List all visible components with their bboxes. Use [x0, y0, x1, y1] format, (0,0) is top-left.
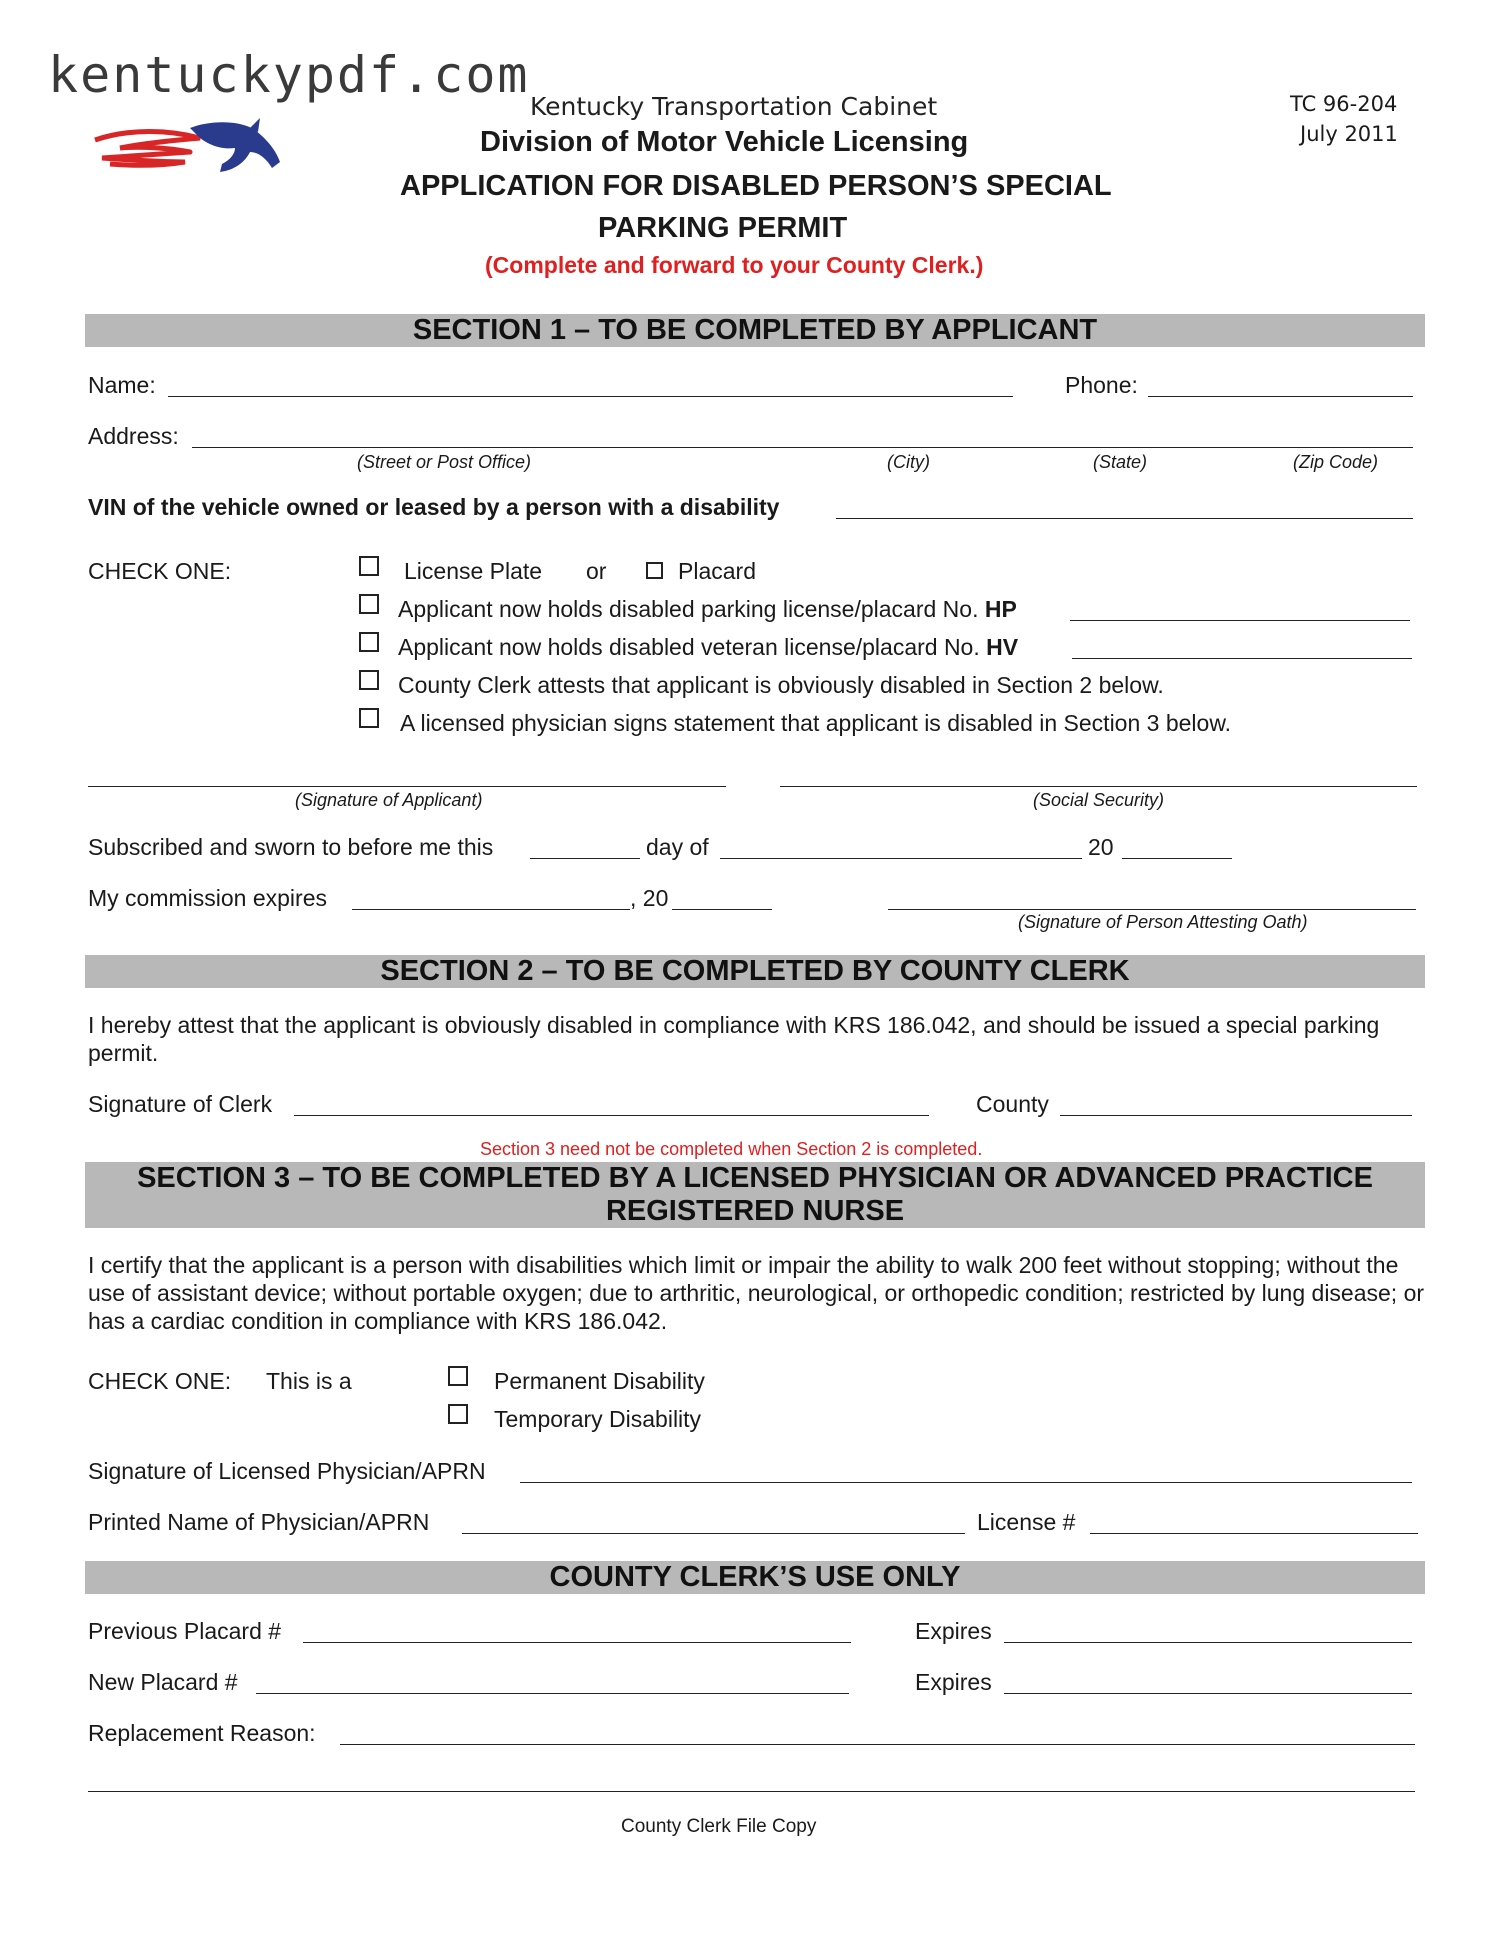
- previous-expires-field[interactable]: [1004, 1642, 1412, 1643]
- new-placard-label: New Placard #: [88, 1669, 238, 1695]
- address-zip-sublabel: (Zip Code): [1293, 452, 1379, 472]
- sworn-day-field[interactable]: [530, 858, 640, 859]
- physician-certify-text: I certify that the applicant is a person with disabilities which limit or impair the ability to walk 200 feet without stopping; without the use of assistant device; without portable oxygen; due to arthritic, neurological, or orthopedic condition; restricted by lung disease; or has a cardiac condition in compliance with KRS 186.042.: [88, 1252, 1425, 1334]
- permanent-disability-label: Permanent Disability: [494, 1368, 705, 1394]
- section3-heading: [85, 1162, 1425, 1228]
- sworn-prefix-label: Subscribed and sworn to before me this: [88, 834, 494, 860]
- clerk-signature-label: Signature of Clerk: [88, 1091, 273, 1117]
- hv-holder-checkbox[interactable]: [359, 632, 379, 652]
- new-expires-field[interactable]: [1004, 1693, 1412, 1694]
- or-label: or: [586, 558, 607, 584]
- applicant-signature-field[interactable]: [88, 786, 726, 787]
- temporary-disability-checkbox[interactable]: [448, 1404, 468, 1424]
- commission-year-prefix: , 20: [630, 885, 669, 911]
- phone-label: Phone:: [1065, 372, 1138, 398]
- clerk-use-heading: COUNTY CLERK’S USE ONLY: [85, 1561, 1425, 1594]
- permanent-disability-checkbox[interactable]: [448, 1366, 468, 1386]
- license-plate-label: License Plate: [404, 558, 543, 584]
- hp-code: HP: [984, 596, 1017, 622]
- previous-expires-label: Expires: [915, 1618, 992, 1644]
- sworn-year-prefix: 20: [1088, 834, 1114, 860]
- hp-number-field[interactable]: [1070, 620, 1410, 621]
- applicant-signature-caption: (Signature of Applicant): [295, 790, 483, 810]
- name-field[interactable]: [168, 396, 1013, 397]
- social-security-field[interactable]: [780, 786, 1417, 787]
- attesting-signature-field[interactable]: [888, 909, 1416, 910]
- license-number-field[interactable]: [1090, 1533, 1418, 1534]
- physician-signs-checkbox[interactable]: [359, 708, 379, 728]
- section3-check-one-label: CHECK ONE:: [88, 1368, 232, 1394]
- vin-field[interactable]: [836, 518, 1413, 519]
- address-street-sublabel: (Street or Post Office): [357, 452, 532, 472]
- social-security-caption: (Social Security): [1033, 790, 1165, 810]
- hp-holder-checkbox[interactable]: [359, 594, 379, 614]
- replacement-reason-field[interactable]: [340, 1744, 1415, 1745]
- attesting-signature-caption: (Signature of Person Attesting Oath): [1018, 912, 1308, 932]
- hv-number-field[interactable]: [1072, 658, 1412, 659]
- replacement-reason-field-line2[interactable]: [88, 1791, 1415, 1792]
- physician-printed-name-field[interactable]: [462, 1533, 965, 1534]
- form-date: July 2011: [1300, 122, 1398, 146]
- placard-label: Placard: [678, 558, 756, 584]
- new-placard-field[interactable]: [256, 1693, 849, 1694]
- sworn-dayof-label: day of: [646, 834, 709, 860]
- commission-label: My commission expires: [88, 885, 327, 911]
- vin-label: VIN of the vehicle owned or leased by a person with a disability: [88, 494, 780, 520]
- hv-code: HV: [986, 634, 1019, 660]
- form-title-line2: PARKING PERMIT: [598, 212, 848, 244]
- physician-signs-label: A licensed physician signs statement that applicant is disabled in Section 3 below.: [400, 710, 1232, 736]
- placard-checkbox[interactable]: [646, 562, 663, 579]
- section3-note: Section 3 need not be completed when Section 2 is completed.: [480, 1139, 983, 1159]
- section3-heading-line2: REGISTERED NURSE: [605, 1195, 905, 1227]
- this-is-a-label: This is a: [266, 1368, 352, 1394]
- watermark-text: kentuckypdf.com: [48, 46, 530, 104]
- sworn-year-field[interactable]: [1122, 858, 1232, 859]
- hp-holder-label: [398, 596, 1017, 623]
- address-state-sublabel: (State): [1093, 452, 1148, 472]
- clerk-attest-text: I hereby attest that the applicant is obviously disabled in compliance with KRS 186.042, and should be issued a special parking permit.: [88, 1012, 1380, 1066]
- sworn-month-field[interactable]: [720, 858, 1082, 859]
- form-number: TC 96-204: [1290, 92, 1398, 116]
- file-copy-label: County Clerk File Copy: [621, 1816, 817, 1837]
- temporary-disability-label: Temporary Disability: [494, 1406, 702, 1432]
- hv-holder-text: Applicant now holds disabled veteran license/placard No.: [398, 634, 980, 660]
- county-field[interactable]: [1060, 1115, 1412, 1116]
- address-label: Address:: [88, 423, 179, 449]
- hv-holder-label: [398, 634, 1018, 661]
- address-field[interactable]: [192, 447, 1413, 448]
- license-plate-checkbox[interactable]: [359, 556, 379, 576]
- agency-name: Kentucky Transportation Cabinet: [530, 92, 938, 121]
- replacement-reason-label: Replacement Reason:: [88, 1720, 316, 1746]
- check-one-label: CHECK ONE:: [88, 558, 232, 584]
- name-label: Name:: [88, 372, 156, 398]
- new-expires-label: Expires: [915, 1669, 992, 1695]
- clerk-attests-label: County Clerk attests that applicant is obviously disabled in Section 2 below.: [398, 672, 1164, 698]
- form-instruction: (Complete and forward to your County Clerk.): [485, 252, 984, 278]
- physician-signature-field[interactable]: [520, 1482, 1412, 1483]
- clerk-attests-checkbox[interactable]: [359, 670, 379, 690]
- commission-year-field[interactable]: [672, 909, 772, 910]
- section2-heading: SECTION 2 – TO BE COMPLETED BY COUNTY CLERK: [85, 955, 1425, 988]
- phone-field[interactable]: [1148, 396, 1413, 397]
- kentucky-horse-logo-icon: [90, 118, 290, 180]
- license-number-label: License #: [977, 1509, 1076, 1535]
- address-city-sublabel: (City): [887, 452, 930, 472]
- form-title-line1: APPLICATION FOR DISABLED PERSON’S SPECIAL: [400, 170, 1112, 202]
- clerk-signature-field[interactable]: [294, 1115, 929, 1116]
- hp-holder-text: Applicant now holds disabled parking license/placard No.: [398, 596, 979, 622]
- section1-heading: SECTION 1 – TO BE COMPLETED BY APPLICANT: [85, 314, 1425, 347]
- county-label: County: [976, 1091, 1049, 1117]
- previous-placard-field[interactable]: [303, 1642, 851, 1643]
- section3-heading-line1: SECTION 3 – TO BE COMPLETED BY A LICENSED PHYSICIAN OR ADVANCED PRACTICE: [137, 1162, 1373, 1194]
- previous-placard-label: Previous Placard #: [88, 1618, 282, 1644]
- physician-signature-label: Signature of Licensed Physician/APRN: [88, 1458, 486, 1484]
- commission-date-field[interactable]: [352, 909, 630, 910]
- physician-printed-name-label: Printed Name of Physician/APRN: [88, 1509, 430, 1535]
- division-name: Division of Motor Vehicle Licensing: [480, 126, 969, 158]
